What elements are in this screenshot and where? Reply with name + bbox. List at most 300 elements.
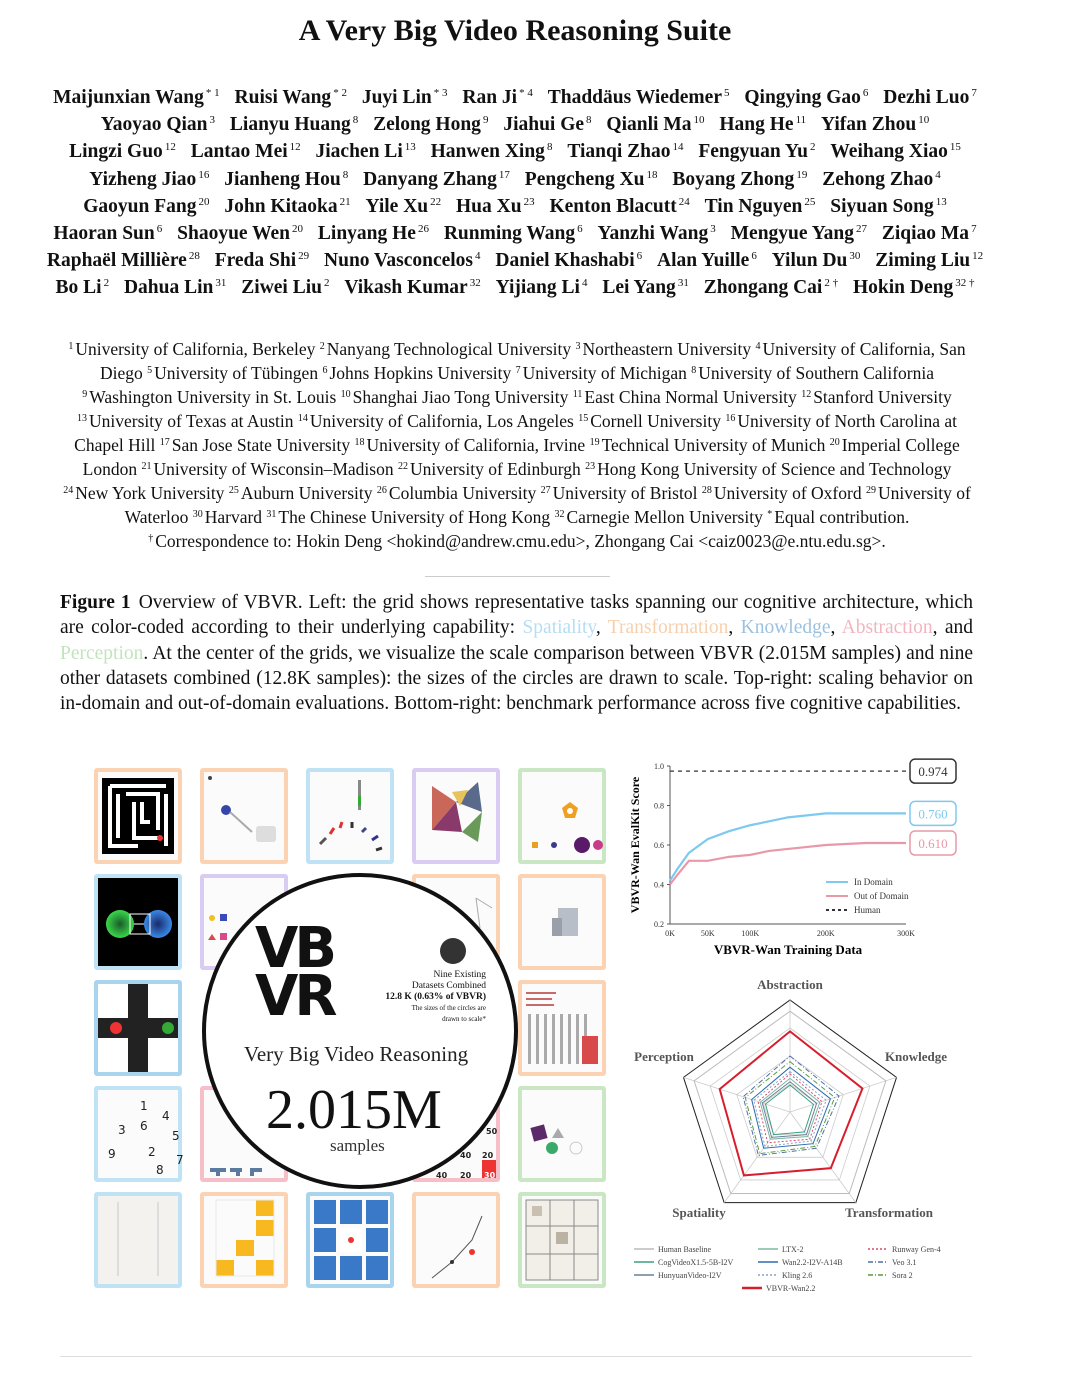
- author-text: Dahua Lin: [123, 277, 214, 299]
- author-name: [567, 141, 683, 162]
- correspondence: [58, 528, 976, 552]
- author-name: [230, 114, 358, 135]
- author-name: [224, 169, 348, 190]
- maze-tile: [94, 768, 182, 864]
- affiliation: [541, 483, 698, 503]
- affiliation-text: Stanford University: [813, 387, 952, 407]
- caption-perception: Perception: [60, 642, 144, 664]
- author-text: Zhongang Cai: [703, 277, 823, 299]
- affiliation-number: 31: [266, 509, 277, 520]
- author-name: [235, 87, 347, 108]
- caption-spatiality: Spatiality: [522, 617, 596, 639]
- nine-line: drawn to scale*: [442, 1015, 486, 1023]
- author-text: Danyang Zhang: [363, 168, 497, 190]
- affiliation: [320, 339, 571, 359]
- affiliation-number: 8: [691, 365, 697, 376]
- author-name: [324, 250, 481, 271]
- author-affil-mark: 6: [577, 223, 583, 236]
- author-text: Yilun Du: [771, 250, 848, 272]
- author-name: [362, 87, 448, 108]
- author-affil-mark: * 3: [433, 87, 448, 99]
- author-text: Alan Yuille: [657, 250, 750, 272]
- nine-line: Datasets Combined: [411, 981, 486, 991]
- author-affil-mark: 26: [417, 223, 429, 236]
- number-points-icon: [98, 1090, 184, 1178]
- affiliation: [82, 387, 336, 407]
- affiliation: [590, 435, 826, 455]
- author-text: Tianqi Zhao: [567, 141, 671, 163]
- affiliation-number: 2: [319, 341, 325, 352]
- legend-label: CogVideoX1.5-5B-I2V: [658, 1258, 734, 1267]
- affiliation: [578, 411, 721, 431]
- page-bottom-rule: [60, 1356, 972, 1357]
- glow-circles-tile: [94, 874, 182, 970]
- path-icon: [416, 1196, 496, 1284]
- number-label: 1: [140, 1099, 148, 1113]
- affiliation-text: Harvard: [204, 507, 263, 527]
- author-affil-mark: 21: [339, 195, 351, 208]
- affiliation-number: 23: [585, 461, 596, 472]
- author-affil-mark: 17: [498, 168, 510, 181]
- block-icon: [522, 878, 602, 966]
- caption-sep: ,: [595, 617, 608, 639]
- author-name: [318, 223, 429, 244]
- author-affil-mark: 25: [804, 195, 816, 208]
- caption-sep: , and: [932, 617, 974, 639]
- affiliation-text: University of Oxford: [713, 483, 862, 503]
- author-name: [821, 114, 929, 135]
- author-affil-mark: 2: [103, 277, 110, 290]
- author-name: [496, 277, 588, 298]
- author-text: Kenton Blacutt: [549, 195, 677, 217]
- author-affil-mark: 31: [215, 277, 227, 290]
- author-name: [731, 223, 867, 244]
- logo-line2: VR: [255, 964, 334, 1029]
- value-box-label: 0.610: [918, 836, 948, 852]
- legend-label: Human Baseline: [658, 1245, 712, 1254]
- clock-arc-tile: [306, 768, 394, 864]
- author-name: [89, 169, 209, 190]
- author-name: [705, 196, 816, 217]
- affiliation: [573, 387, 797, 407]
- author-text: Lianyu Huang: [229, 114, 351, 136]
- author-text: Jiahui Ge: [503, 114, 585, 136]
- author-text: Lingzi Guo: [69, 141, 163, 163]
- affiliation-number: 6: [322, 365, 328, 376]
- affiliation-list: [58, 336, 976, 552]
- affiliation-number: 16: [725, 413, 736, 424]
- x-tick-label: 0K: [665, 929, 675, 938]
- robot-arm-tile: [200, 768, 288, 864]
- affiliation-number: 19: [589, 437, 600, 448]
- affiliation-text: University of North Carolina at Chapel Hill: [74, 411, 958, 455]
- author-text: Yijiang Li: [495, 277, 580, 299]
- affiliation: [691, 363, 934, 383]
- author-text: Zehong Zhao: [822, 168, 934, 190]
- author-name: [672, 169, 807, 190]
- author-name: [606, 114, 704, 135]
- affiliation-number: 24: [63, 485, 74, 496]
- author-text: Hokin Deng: [852, 277, 954, 299]
- author-text: Shaoyue Wen: [177, 223, 291, 245]
- author-name: [373, 114, 488, 135]
- shapes-tile: [518, 768, 606, 864]
- affiliation-number: 25: [228, 485, 239, 496]
- author-affil-mark: 2 †: [824, 277, 839, 290]
- blue-grid-icon: [310, 1196, 390, 1284]
- y-tick-label: 0.2: [654, 920, 664, 929]
- author-affil-mark: 15: [949, 141, 961, 154]
- radar-axis-label: Abstraction: [757, 977, 823, 992]
- affiliation-text: Hong Kong University of Science and Technology: [597, 459, 952, 479]
- radar-axis-label: Perception: [634, 1049, 694, 1064]
- affiliation-number: 15: [578, 413, 589, 424]
- author-affil-mark: * 4: [519, 87, 533, 99]
- author-text: Nuno Vasconcelos: [324, 250, 474, 272]
- arc-sticks-icon: [310, 772, 390, 860]
- affiliation-number: *: [767, 509, 773, 520]
- affiliation-number: 22: [397, 461, 408, 472]
- number-label: 8: [156, 1163, 164, 1177]
- author-name: [83, 196, 209, 217]
- author-name: [431, 141, 553, 162]
- affiliation-number: 3: [575, 341, 581, 352]
- author-text: Ruisi Wang: [234, 87, 332, 108]
- block-tile: [518, 874, 606, 970]
- author-affil-mark: 13: [935, 195, 947, 208]
- author-affil-mark: 4: [935, 168, 941, 181]
- author-text: Lantao Mei: [190, 141, 288, 163]
- bar-grid-icon: [522, 984, 602, 1072]
- author-text: Tin Nguyen: [704, 195, 803, 217]
- author-affil-mark: 29: [298, 250, 310, 263]
- author-name: [704, 277, 838, 298]
- caption-sep: ,: [830, 617, 842, 639]
- author-affil-mark: 12: [289, 141, 301, 154]
- figure-label: Figure 1: [60, 592, 131, 613]
- caption-part2: . At the center of the grids, we visualize the scale comparison between VBVR (2.015M samples) and nine other datasets combined (12.8K samples): the sizes of the circles are drawn to scale. Top-right: scaling behavior on in-domain and out-of-domain evaluations. Bottom-right: benchmark performance across five cognitive capabilities.: [60, 642, 973, 715]
- affiliation: [398, 459, 581, 479]
- affiliation-text: University of Edinburgh: [409, 459, 581, 479]
- author-affil-mark: * 2: [333, 87, 347, 99]
- affiliation: [585, 459, 951, 479]
- legend-label: Out of Domain: [854, 891, 909, 901]
- path-tile: [412, 1192, 500, 1288]
- legend-label: Wan2.2-I2V-A14B: [782, 1258, 843, 1267]
- author-text: Weihang Xiao: [830, 141, 948, 163]
- radar-spoke: [683, 1077, 790, 1112]
- tangram-tile: [412, 768, 500, 864]
- grid-number: 20: [482, 1151, 494, 1160]
- author-name: [344, 277, 480, 298]
- traffic-tile: [94, 980, 182, 1076]
- author-text: Ziming Liu: [875, 250, 971, 272]
- yellow-grid-tile: [200, 1192, 288, 1288]
- author-name: [241, 277, 329, 298]
- author-name: [495, 250, 642, 271]
- number-label: 7: [176, 1153, 184, 1167]
- affiliation-number: 21: [141, 461, 152, 472]
- affiliation: [68, 339, 315, 359]
- affiliation-text: University of California, Irvine: [366, 435, 586, 455]
- affiliation-number: 26: [376, 485, 387, 496]
- affiliation: [298, 411, 574, 431]
- author-affil-mark: 8: [352, 114, 359, 127]
- author-name: [69, 141, 176, 162]
- author-text: Hua Xu: [456, 195, 522, 217]
- affiliation-number: 11: [572, 389, 583, 400]
- number-label: 2: [148, 1145, 156, 1159]
- affiliation-text: Shanghai Jiao Tong University: [352, 387, 569, 407]
- legend-label: Sora 2: [892, 1271, 913, 1280]
- nine-line: The sizes of the circles are: [411, 1004, 486, 1012]
- author-text: Jianheng Hou: [224, 168, 341, 190]
- author-name: [830, 141, 961, 162]
- author-text: Zelong Hong: [373, 114, 481, 136]
- affiliation-number: 13: [76, 413, 87, 424]
- logo-line1: VB: [255, 916, 334, 981]
- bar-grid-tile: [518, 980, 606, 1076]
- author-affil-mark: 20: [198, 195, 210, 208]
- author-affil-mark: 20: [292, 223, 304, 236]
- author-text: Freda Shi: [214, 250, 297, 272]
- blue-grid-tile: [306, 1192, 394, 1288]
- author-affil-mark: 8: [546, 141, 553, 154]
- author-text: Mengyue Yang: [730, 223, 854, 245]
- legend-label: Veo 3.1: [892, 1258, 917, 1267]
- affiliation-text: The Chinese University of Hong Kong: [278, 507, 551, 527]
- author-text: Qianli Ma: [606, 114, 692, 136]
- author-text: Yizheng Jiao: [89, 168, 197, 190]
- affiliation-text: Imperial College London: [82, 435, 960, 479]
- number-label: 4: [162, 1109, 170, 1123]
- author-affil-mark: 31: [677, 277, 689, 290]
- author-affil-mark: 2: [324, 277, 330, 290]
- author-text: Yile Xu: [365, 195, 429, 217]
- author-list: [40, 82, 990, 300]
- affiliation-text: University of California, Los Angeles: [309, 411, 574, 431]
- affiliation-number: 29: [865, 485, 876, 496]
- number-label: 3: [118, 1123, 126, 1137]
- caption-sep: ,: [728, 617, 741, 639]
- affiliation-text: University of Waterloo: [124, 483, 971, 527]
- value-box-label: 0.760: [918, 806, 948, 822]
- author-name: [456, 196, 535, 217]
- number-label: 6: [140, 1119, 148, 1133]
- shapes-icon: [522, 772, 602, 860]
- author-affil-mark: 18: [646, 168, 658, 181]
- author-name: [462, 87, 532, 108]
- affiliation-text: Nanyang Technological University: [326, 339, 572, 359]
- author-text: Ziqiao Ma: [881, 223, 970, 245]
- radar-axis-label: Knowledge: [884, 1049, 948, 1064]
- affiliation-text: Washington University in St. Louis: [89, 387, 337, 407]
- nine-datasets-note: [362, 970, 486, 1025]
- affiliation: [576, 339, 752, 359]
- affiliation-text: University of California, Berkeley: [75, 339, 316, 359]
- author-text: Juyi Lin: [361, 87, 432, 108]
- affiliation-text: Columbia University: [388, 483, 537, 503]
- number-label: 5: [172, 1129, 180, 1143]
- radar-series: [720, 1031, 863, 1175]
- legend-label: Human: [854, 905, 881, 915]
- author-text: Jiachen Li: [315, 141, 403, 163]
- affiliation-number: 18: [354, 437, 365, 448]
- affiliation-number: 12: [801, 389, 812, 400]
- series-line: [670, 813, 906, 880]
- author-affil-mark: 28: [188, 250, 200, 263]
- author-affil-mark: 7: [971, 223, 977, 236]
- legend-label: LTX-2: [782, 1245, 804, 1254]
- author-text: Haoran Sun: [53, 223, 155, 245]
- author-name: [124, 277, 226, 298]
- vbvr-logo: [255, 916, 334, 1029]
- author-text: Qingying Gao: [744, 87, 861, 108]
- small-dataset-dot: [440, 938, 466, 964]
- author-affil-mark: * 1: [205, 87, 220, 99]
- x-tick-label: 200K: [816, 929, 835, 938]
- author-name: [602, 277, 689, 298]
- capability-radar-chart: [624, 974, 964, 1304]
- affiliation: [160, 435, 350, 455]
- author-affil-mark: 3: [209, 114, 216, 127]
- author-affil-mark: 8: [586, 114, 592, 127]
- author-affil-mark: 4: [475, 250, 481, 263]
- author-text: Lei Yang: [602, 277, 676, 299]
- affiliation: [77, 411, 294, 431]
- caption-transformation: Transformation: [607, 617, 729, 639]
- affiliation-number: 20: [829, 437, 840, 448]
- author-affil-mark: 24: [678, 195, 690, 208]
- affiliation-number: 1: [68, 341, 74, 352]
- author-name: [215, 250, 309, 271]
- x-axis-label: VBVR-Wan Training Data: [713, 942, 863, 957]
- author-text: Maijunxian Wang: [53, 87, 204, 108]
- affiliation-text: University of Wisconsin–Madison: [153, 459, 394, 479]
- legend-label: VBVR-Wan2.2: [766, 1284, 816, 1293]
- sample-count: 2.015M: [266, 1079, 442, 1141]
- author-name: [882, 223, 977, 244]
- author-name: [53, 223, 162, 244]
- author-affil-mark: 11: [795, 114, 807, 127]
- x-tick-label: 100K: [741, 929, 760, 938]
- author-name: [53, 87, 220, 108]
- affiliation-text: Northeastern University: [582, 339, 752, 359]
- author-text: Hang He: [719, 114, 794, 136]
- author-name: [177, 223, 303, 244]
- author-affil-mark: 6: [636, 250, 643, 263]
- grid-number: 40: [460, 1151, 472, 1160]
- author-affil-mark: 8: [342, 168, 349, 181]
- author-text: Dezhi Luo: [883, 87, 970, 108]
- affiliation-text: New York University: [75, 483, 225, 503]
- author-affil-mark: 3: [710, 223, 716, 236]
- tagline: Very Big Video Reasoning: [244, 1042, 469, 1066]
- author-text: Yaoyao Qian: [100, 114, 208, 136]
- author-affil-mark: 2: [809, 141, 816, 154]
- author-affil-mark: 12: [972, 250, 984, 263]
- caption-knowledge: Knowledge: [740, 617, 831, 639]
- author-affil-mark: 23: [523, 195, 535, 208]
- author-affil-mark: 32: [469, 277, 481, 290]
- affiliation-number: 17: [159, 437, 170, 448]
- affiliation-text: Cornell University: [590, 411, 721, 431]
- author-text: Vikash Kumar: [344, 277, 468, 299]
- author-affil-mark: 6: [751, 250, 757, 263]
- author-text: Hanwen Xing: [430, 141, 545, 163]
- affiliation: [147, 363, 318, 383]
- affiliation-number: 27: [540, 485, 551, 496]
- affiliation-number: 7: [515, 365, 521, 376]
- y-tick-label: 0.8: [654, 801, 664, 811]
- author-affil-mark: 4: [581, 277, 588, 290]
- affiliation: [801, 387, 952, 407]
- value-box-label: 0.974: [918, 764, 948, 780]
- affiliation-text: University of Tübingen: [154, 363, 319, 383]
- author-name: [363, 169, 510, 190]
- author-name: [830, 196, 947, 217]
- affiliation-text: Equal contribution.: [774, 507, 910, 527]
- author-name: [56, 277, 110, 298]
- nine-line: Nine Existing: [433, 970, 486, 980]
- author-affil-mark: 30: [849, 250, 861, 263]
- author-text: Raphaël Millière: [46, 250, 187, 272]
- author-affil-mark: 6: [862, 87, 869, 99]
- grid-number: 40: [436, 1171, 448, 1180]
- author-name: [444, 223, 583, 244]
- author-name: [744, 87, 868, 108]
- author-affil-mark: 6: [156, 223, 163, 236]
- affiliation-text: University of Bristol: [552, 483, 698, 503]
- affiliation: [354, 435, 585, 455]
- affiliation: [193, 507, 262, 527]
- author-text: Boyang Zhong: [672, 168, 795, 190]
- x-tick-label: 300K: [897, 929, 915, 938]
- affiliation: [229, 483, 373, 503]
- figure-caption: [60, 590, 973, 716]
- caption-part1: Overview of VBVR. Left: the grid shows representative tasks spanning our cognitive architecture, which are color-coded according to their underlying capability:: [60, 592, 973, 639]
- nine-line: 12.8 K (0.63% of VBVR): [385, 992, 486, 1002]
- affiliation: [142, 459, 394, 479]
- affiliation-number: 14: [297, 413, 308, 424]
- author-affil-mark: 9: [482, 114, 489, 127]
- puzzle-tile: [518, 1192, 606, 1288]
- radar-axis-label: Spatiality: [672, 1205, 726, 1220]
- author-text: Ran Ji: [462, 87, 518, 108]
- author-affil-mark: 13: [404, 141, 416, 154]
- y-axis-label: VBVR-Wan EvalKit Score: [628, 776, 642, 914]
- author-name: [698, 141, 815, 162]
- affiliation: [322, 363, 511, 383]
- affiliation-number: 28: [701, 485, 712, 496]
- affiliation: [555, 507, 763, 527]
- affiliation-text: East China Normal University: [584, 387, 797, 407]
- y-tick-label: 0.6: [654, 841, 664, 850]
- affiliation: [266, 507, 550, 527]
- affiliation-number: 30: [192, 509, 203, 520]
- author-text: Siyuan Song: [830, 195, 934, 217]
- scaling-line-chart: [624, 756, 964, 962]
- affiliation-number: 4: [755, 341, 761, 352]
- author-affil-mark: 32 †: [955, 277, 975, 290]
- author-name: [853, 277, 974, 298]
- author-text: Linyang He: [317, 223, 416, 245]
- author-name: [101, 114, 215, 135]
- affiliation: [767, 507, 909, 527]
- author-name: [548, 87, 730, 108]
- room-tile: [94, 1192, 182, 1288]
- author-text: Yifan Zhou: [821, 114, 917, 136]
